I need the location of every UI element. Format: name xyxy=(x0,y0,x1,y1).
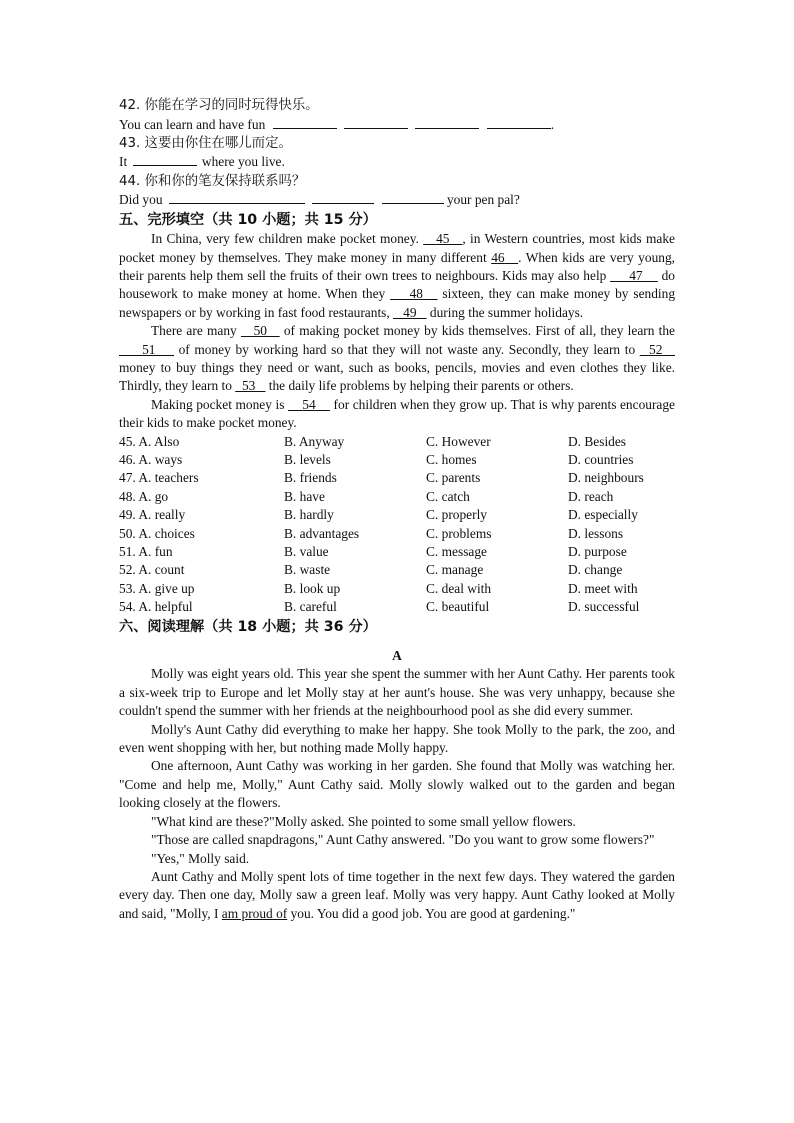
blank-53[interactable]: 53 xyxy=(241,378,256,394)
blank-52[interactable]: 52 xyxy=(649,341,663,357)
option-53-d[interactable]: D. meet with xyxy=(568,580,638,596)
reading-paragraph: Molly's Aunt Cathy did everything to make her happy. She took Molly to the park, the zoo, and even went shopping with her, but nothing made Molly happy. xyxy=(119,721,675,756)
blank-46[interactable]: 46 xyxy=(491,249,505,265)
option-47-b[interactable]: B. friends xyxy=(284,470,337,486)
option-54-d[interactable]: D. successful xyxy=(568,599,640,615)
cloze-paragraph-3: Making pocket money is 54 for children when they grow up. That is why parents encourage their kids to make pocket money. xyxy=(119,396,676,431)
cloze-paragraph-1: In China, very few children make pocket money. 45 , in Western countries, most kids make pocket money by themselves. They make money in many different 46 . When kids are very young, their parents help them sell the fruits of their own trees to neighbours. Kids may also help 47 do housework to make money at home. When they 48 sixteen, they can make money by sending newspapers or by working in fast food restaurants, 49 during the summer holidays. xyxy=(119,231,676,320)
answer-blank[interactable] xyxy=(273,116,337,129)
option-49-a[interactable]: 49. A. really xyxy=(119,507,186,523)
option-46-c[interactable]: C. homes xyxy=(426,452,477,468)
cloze-passage xyxy=(119,230,675,432)
option-45-a[interactable]: 45. A. Also xyxy=(119,433,180,449)
q42-english: You can learn and have fun . xyxy=(119,116,555,132)
answer-blank[interactable] xyxy=(344,116,408,129)
answer-blank[interactable] xyxy=(169,191,305,204)
blank-47[interactable]: 47 xyxy=(629,267,643,283)
reading-paragraph: "Yes," Molly said. xyxy=(151,850,250,866)
option-47-d[interactable]: D. neighbours xyxy=(568,470,644,486)
q44-chinese: 44. 你和你的笔友保持联系吗？ xyxy=(119,173,306,189)
answer-blank[interactable] xyxy=(415,116,479,129)
answer-blank[interactable] xyxy=(382,191,444,204)
option-45-d[interactable]: D. Besides xyxy=(568,433,627,449)
reading-paragraph: Aunt Cathy and Molly spent lots of time together in the next few days. They watered the garden every day. Then one day, Molly saw a green leaf. Molly was very happy. Aunt Cathy looked at Molly and said, "Molly, I am proud of you. You did a good job. You are good at gardening." xyxy=(119,868,675,921)
option-46-b[interactable]: B. levels xyxy=(284,452,331,468)
option-53-a[interactable]: 53. A. give up xyxy=(119,580,195,596)
reading-paragraph: "Those are called snapdragons," Aunt Cathy answered. "Do you want to grow some flowers?" xyxy=(151,832,655,848)
blank-48[interactable]: 48 xyxy=(409,286,423,302)
option-52-d[interactable]: D. change xyxy=(568,562,623,578)
option-54-a[interactable]: 54. A. helpful xyxy=(119,599,193,615)
option-46-d[interactable]: D. countries xyxy=(568,452,634,468)
blank-45[interactable]: 45 xyxy=(436,231,450,247)
blank-54[interactable]: 54 xyxy=(302,396,316,412)
q43-english: It where you live. xyxy=(119,154,285,170)
option-48-a[interactable]: 48. A. go xyxy=(119,488,169,504)
reading-heading: 六、阅读理解（共 18 小题；共 36 分） xyxy=(119,618,377,635)
option-51-b[interactable]: B. value xyxy=(284,543,329,559)
q44-english: Did you your pen pal? xyxy=(119,192,520,208)
q42-chinese: 42. 你能在学习的同时玩得快乐。 xyxy=(119,98,319,113)
option-47-c[interactable]: C. parents xyxy=(426,470,481,486)
reading-passage xyxy=(119,665,675,923)
blank-51[interactable]: 51 xyxy=(142,341,156,357)
reading-paragraph: One afternoon, Aunt Cathy was working in her garden. She found that Molly was watching her. "Come and help me, Molly," Aunt Cathy said. Molly slowly walked out to the garden and began looking closely at the flowers. xyxy=(119,758,675,811)
option-52-c[interactable]: C. manage xyxy=(426,562,484,578)
option-50-b[interactable]: B. advantages xyxy=(284,525,360,541)
option-52-b[interactable]: B. waste xyxy=(284,562,331,578)
option-48-b[interactable]: B. have xyxy=(284,488,325,504)
answer-blank[interactable] xyxy=(133,153,197,166)
passage-label: A xyxy=(392,648,402,664)
exam-page xyxy=(119,96,675,923)
blank-50[interactable]: 50 xyxy=(253,323,267,339)
option-53-b[interactable]: B. look up xyxy=(284,580,341,596)
option-52-a[interactable]: 52. A. count xyxy=(119,562,185,578)
option-51-a[interactable]: 51. A. fun xyxy=(119,543,173,559)
option-48-d[interactable]: D. reach xyxy=(568,488,614,504)
option-54-c[interactable]: C. beautiful xyxy=(426,599,490,615)
blank-49[interactable]: 49 xyxy=(403,304,417,320)
option-51-d[interactable]: D. purpose xyxy=(568,543,627,559)
option-49-b[interactable]: B. hardly xyxy=(284,507,334,523)
option-45-b[interactable]: B. Anyway xyxy=(284,433,345,449)
underlined-phrase: am proud of xyxy=(221,905,288,921)
option-49-c[interactable]: C. properly xyxy=(426,507,487,523)
answer-blank[interactable] xyxy=(312,191,374,204)
option-48-c[interactable]: C. catch xyxy=(426,488,470,504)
q43-chinese: 43. 这要由你住在哪儿而定。 xyxy=(119,135,292,151)
cloze-paragraph-2: There are many 50 of making pocket money by kids themselves. First of all, they learn the 51 of money by working hard so that they will not waste any. Secondly, they learn to 52 money to buy things they need or want, such as books, pencils, movies and even clothes they like. Thirdly, they learn to 53 the daily life problems by helping their parents or others. xyxy=(119,323,675,394)
option-46-a[interactable]: 46. A. ways xyxy=(119,452,183,468)
reading-paragraph: Molly was eight years old. This year she spent the summer with her Aunt Cathy. Her parents took a six-week trip to Europe and let Molly stay at her aunt's house. She was very unhappy, because she couldn't spend the summer with her friends at the neighbourhood pool as she did every summer. xyxy=(119,666,675,719)
option-47-a[interactable]: 47. A. teachers xyxy=(119,470,199,486)
option-49-d[interactable]: D. especially xyxy=(568,507,638,523)
option-50-d[interactable]: D. lessons xyxy=(568,525,624,541)
option-53-c[interactable]: C. deal with xyxy=(426,580,492,596)
option-50-a[interactable]: 50. A. choices xyxy=(119,525,195,541)
option-45-c[interactable]: C. However xyxy=(426,433,491,449)
reading-paragraph: "What kind are these?"Molly asked. She pointed to some small yellow flowers. xyxy=(151,813,576,829)
option-54-b[interactable]: B. careful xyxy=(284,599,337,615)
answer-blank[interactable] xyxy=(487,116,551,129)
cloze-heading: 五、完形填空（共 10 小题；共 15 分） xyxy=(119,211,377,228)
option-50-c[interactable]: C. problems xyxy=(426,525,492,541)
cloze-options xyxy=(119,433,675,617)
option-51-c[interactable]: C. message xyxy=(426,543,487,559)
